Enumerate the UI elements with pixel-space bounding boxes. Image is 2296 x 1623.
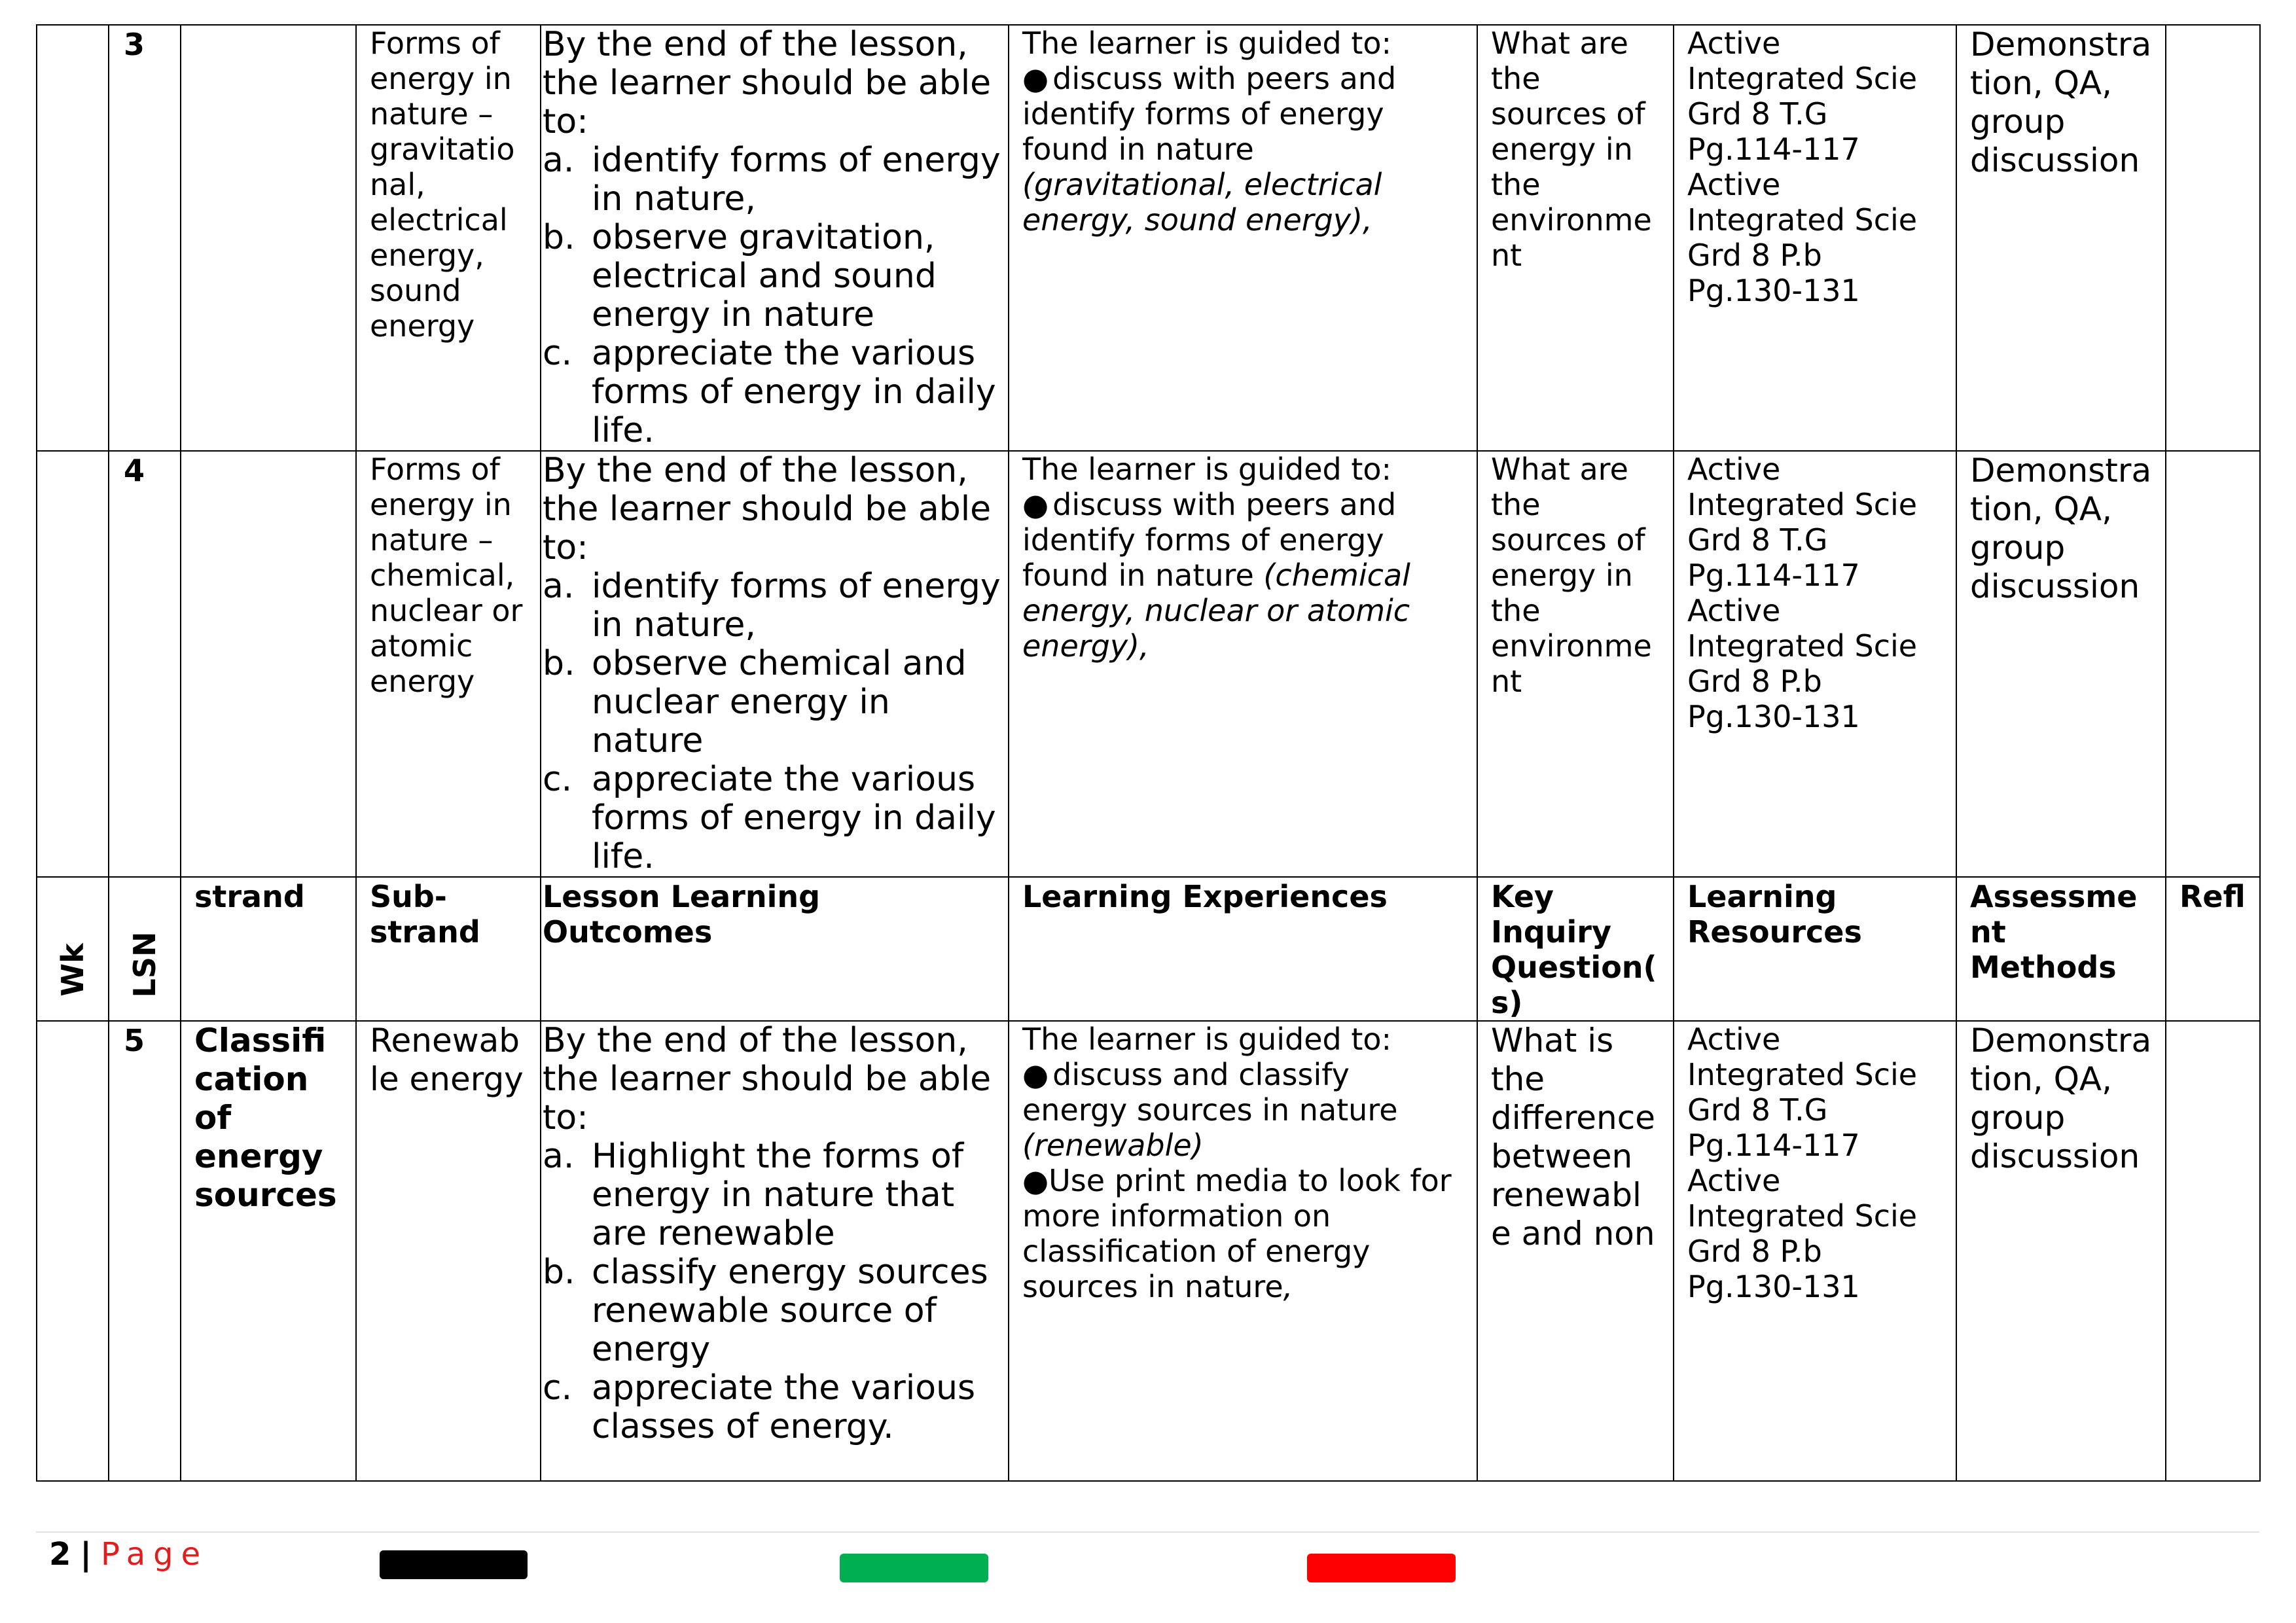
sub-strand-cell: Forms of energy in nature – gravitational, electrical energy, sound energy	[356, 25, 541, 451]
experiences-intro: The learner is guided to:	[1022, 1022, 1392, 1057]
list-item	[543, 645, 1001, 760]
experience-italic-text: (gravitational, electrical energy, sound energy),	[1022, 167, 1382, 238]
sub-strand-cell: Renewable energy	[356, 1021, 541, 1481]
outcomes-list	[543, 141, 1001, 450]
strand-cell	[181, 451, 356, 877]
experience-text: Use print media to look for more information on classification of energy sources in nature	[1022, 1163, 1452, 1304]
list-item	[1022, 1057, 1463, 1163]
lesson-number: 3	[109, 25, 181, 451]
lesson-number: 5	[109, 1021, 181, 1481]
learning-outcomes-cell	[541, 1021, 1009, 1481]
header-learning-resources: Learning Resources	[1674, 877, 1956, 1021]
table-row	[37, 451, 2260, 877]
list-item	[1022, 61, 1463, 238]
strand-cell: Classification of energy sources	[181, 1021, 356, 1481]
assessment-methods-cell: Demonstration, QA, group discussion	[1956, 25, 2166, 451]
learning-outcomes-cell	[541, 451, 1009, 877]
key-inquiry-question-cell: What are the sources of energy in the environment	[1477, 451, 1674, 877]
learning-resources-cell: Active Integrated Scie Grd 8 T.G Pg.114-117 Active Integrated Scie Grd 8 P.b Pg.130-131	[1674, 1021, 1956, 1481]
list-item	[543, 334, 1001, 450]
page-label: Page	[100, 1536, 209, 1573]
list-item	[543, 141, 1001, 219]
table-row	[37, 1021, 2260, 1481]
key-inquiry-question-cell: What are the sources of energy in the environment	[1477, 25, 1674, 451]
list-item	[1022, 1163, 1463, 1304]
list-item	[543, 1253, 1001, 1369]
list-marker: a.	[543, 567, 575, 606]
table-header-row	[37, 877, 2260, 1021]
experiences-intro: The learner is guided to:	[1022, 26, 1392, 61]
list-item	[1022, 487, 1463, 664]
learning-resources-cell: Active Integrated Scie Grd 8 T.G Pg.114-117 Active Integrated Scie Grd 8 P.b Pg.130-131	[1674, 451, 1956, 877]
header-sub-strand: Sub-strand	[356, 877, 541, 1021]
black-decoration-bar	[380, 1550, 528, 1579]
header-week-label: Wk	[55, 943, 90, 997]
list-item	[543, 219, 1001, 334]
list-marker: c.	[543, 334, 573, 373]
experience-text: discuss with peers and identify forms of energy found in nature	[1022, 61, 1397, 167]
outcomes-intro: By the end of the lesson, the learner should be able to:	[543, 451, 992, 567]
bullet-icon: ●	[1022, 1163, 1049, 1198]
list-marker: b.	[543, 644, 575, 683]
experiences-list	[1022, 61, 1463, 238]
experience-italic-text: (chemical energy, nuclear or atomic energy),	[1022, 558, 1410, 664]
outcome-text: appreciate the various forms of energy in daily life.	[592, 760, 996, 876]
header-learning-outcomes: Lesson Learning Outcomes	[541, 877, 1009, 1021]
outcome-text: appreciate the various forms of energy in daily life.	[592, 334, 996, 450]
experience-text: discuss with peers and identify forms of energy found in nature	[1022, 487, 1397, 593]
outcome-text: identify forms of energy in nature,	[592, 567, 1001, 645]
reflection-cell	[2166, 1021, 2260, 1481]
header-learning-experiences: Learning Experiences	[1009, 877, 1477, 1021]
red-decoration-bar	[1307, 1554, 1456, 1582]
experiences-intro: The learner is guided to:	[1022, 452, 1392, 487]
green-decoration-bar	[840, 1554, 988, 1582]
experience-text: discuss and classify energy sources in nature	[1022, 1057, 1398, 1128]
list-item	[543, 760, 1001, 876]
outcome-text: observe chemical and nuclear energy in nature	[592, 644, 967, 760]
reflection-cell	[2166, 451, 2260, 877]
outcome-text: classify energy sources renewable source of energy	[592, 1253, 988, 1369]
experience-italic-text: ,	[1283, 1269, 1293, 1304]
experience-italic-text: (renewable)	[1022, 1128, 1204, 1163]
outcomes-intro: By the end of the lesson, the learner should be able to:	[543, 25, 992, 141]
outcomes-list	[543, 1137, 1001, 1446]
header-reflection: Refl	[2166, 877, 2260, 1021]
list-marker: b.	[543, 218, 575, 257]
reflection-cell	[2166, 25, 2260, 451]
learning-experiences-cell	[1009, 451, 1477, 877]
experiences-list	[1022, 1057, 1463, 1304]
bullet-icon: ●	[1022, 61, 1049, 96]
key-inquiry-question-cell: What is the difference between renewable and non	[1477, 1021, 1674, 1481]
page-separator: |	[80, 1536, 92, 1573]
header-lsn-label: LSN	[127, 931, 162, 998]
scheme-of-work-table	[36, 24, 2261, 1482]
list-item	[543, 1137, 1001, 1253]
list-marker: a.	[543, 141, 575, 180]
header-week	[37, 877, 109, 1021]
strand-cell	[181, 25, 356, 451]
learning-resources-cell: Active Integrated Scie Grd 8 T.G Pg.114-117 Active Integrated Scie Grd 8 P.b Pg.130-131	[1674, 25, 1956, 451]
learning-outcomes-cell	[541, 25, 1009, 451]
list-marker: a.	[543, 1137, 575, 1176]
page-number: 2	[49, 1536, 71, 1573]
week-cell	[37, 25, 109, 451]
learning-experiences-cell	[1009, 25, 1477, 451]
experiences-list	[1022, 487, 1463, 664]
list-marker: c.	[543, 760, 573, 799]
lesson-number: 4	[109, 451, 181, 877]
assessment-methods-cell: Demonstration, QA, group discussion	[1956, 1021, 2166, 1481]
week-cell	[37, 1021, 109, 1481]
bullet-icon: ●	[1022, 487, 1049, 522]
header-assessment-methods: Assessment Methods	[1956, 877, 2166, 1021]
list-marker: c.	[543, 1368, 573, 1408]
outcome-text: Highlight the forms of energy in nature that are renewable	[592, 1137, 964, 1253]
outcomes-list	[543, 567, 1001, 876]
list-item	[543, 567, 1001, 645]
learning-experiences-cell	[1009, 1021, 1477, 1481]
list-item	[543, 1369, 1001, 1446]
outcome-text: identify forms of energy in nature,	[592, 141, 1001, 219]
page-footer	[49, 1535, 208, 1574]
header-lsn	[109, 877, 181, 1021]
header-key-inquiry-question: Key Inquiry Question(s)	[1477, 877, 1674, 1021]
assessment-methods-cell: Demonstration, QA, group discussion	[1956, 451, 2166, 877]
outcome-text: observe gravitation, electrical and sound energy in nature	[592, 218, 937, 334]
outcome-text: appreciate the various classes of energy.	[592, 1368, 976, 1446]
outcomes-intro: By the end of the lesson, the learner should be able to:	[543, 1021, 992, 1137]
footer-divider	[36, 1531, 2259, 1533]
table-row	[37, 25, 2260, 451]
week-cell	[37, 451, 109, 877]
list-marker: b.	[543, 1253, 575, 1292]
bullet-icon: ●	[1022, 1057, 1049, 1092]
sub-strand-cell: Forms of energy in nature – chemical, nuclear or atomic energy	[356, 451, 541, 877]
header-strand: strand	[181, 877, 356, 1021]
